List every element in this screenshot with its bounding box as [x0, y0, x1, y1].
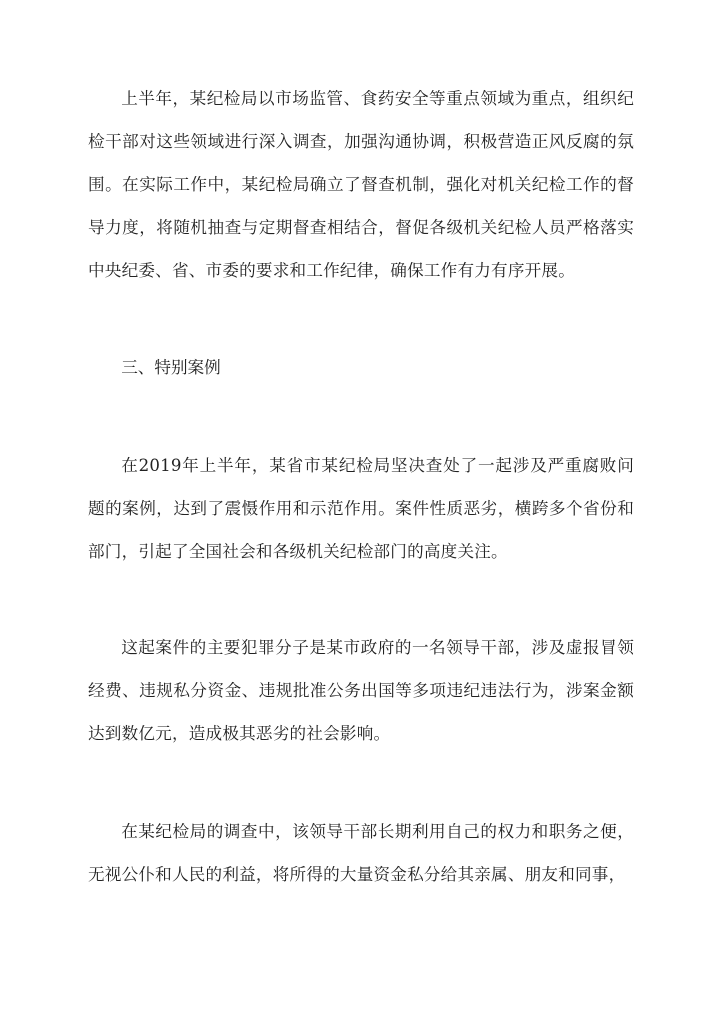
- paragraph-supervision: 上半年，某纪检局以市场监管、食药安全等重点领域为重点，组织纪检干部对这些领域进行深入调查，加强沟通协调，积极营造正风反腐的氛围。在实际工作中，某纪检局确立了督查机制，强化对机关纪检工作的督导力度，将随机抽查与定期督查相结合，督促各级机关纪检人员严格落实中央纪委、省、市委的要求和工作纪律，确保工作有力有序开展。: [88, 89, 634, 280]
- paragraph-case-offender: 这起案件的主要犯罪分子是某市政府的一名领导干部，涉及虚报冒领经费、违规私分资金、违规批准公务出国等多项违纪违法行为，涉案金额达到数亿元，造成极其恶劣的社会影响。: [88, 638, 634, 743]
- paragraph-case-intro: 在2019年上半年，某省市某纪检局坚决查处了一起涉及严重腐败问题的案例，达到了震慑作用和示范作用。案件性质恶劣，横跨多个省份和部门，引起了全国社会和各级机关纪检部门的高度关注。: [88, 456, 634, 561]
- section-heading: 三、特别案例: [121, 358, 221, 377]
- paragraph-investigation: 在某纪检局的调查中，该领导干部长期利用自己的权力和职务之便，无视公仆和人民的利益，将所得的大量资金私分给其亲属、朋友和同事，: [88, 822, 634, 884]
